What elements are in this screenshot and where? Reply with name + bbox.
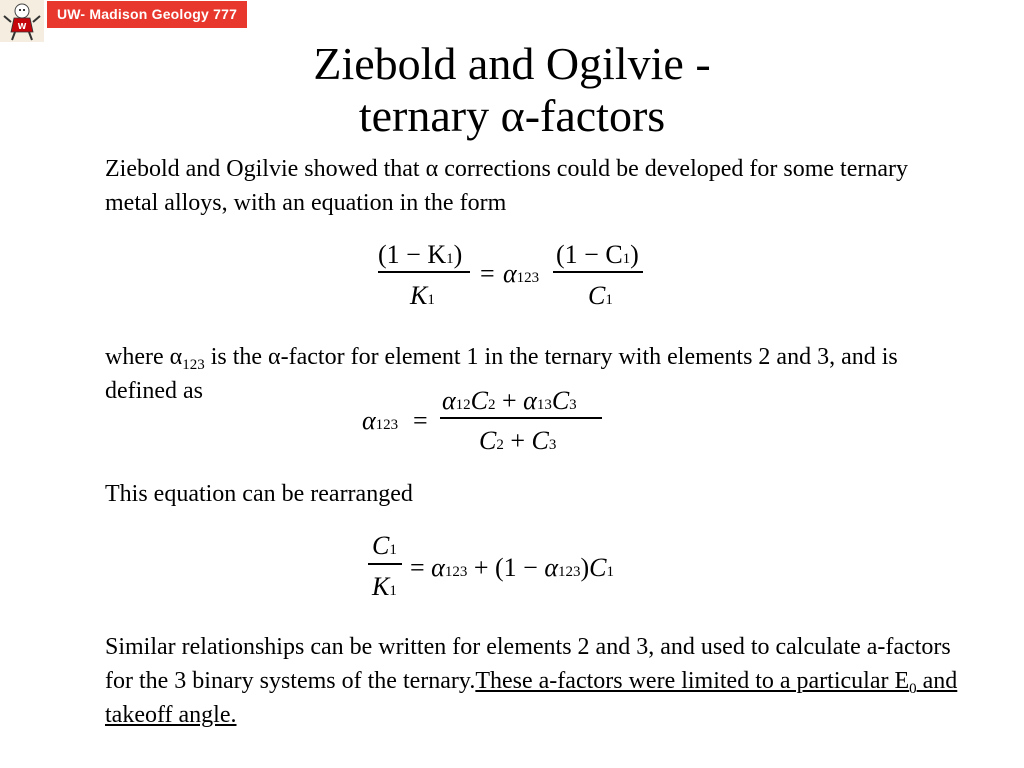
eq1-rhs-fraction-bar bbox=[553, 271, 643, 273]
eq1-equals: = bbox=[480, 259, 495, 288]
closing-paragraph: Similar relationships can be written for elements 2 and 3, and used to calculate a-factors for the 3 binary systems of the ternary.These a-factors were limited to a particular $E_0$ and takeoff angle. bbox=[105, 634, 958, 728]
eq3-denominator: K1 bbox=[372, 572, 397, 601]
eq2-equals: = bbox=[413, 406, 428, 435]
eq2-numerator: α12C2 + α13C3 bbox=[442, 386, 577, 415]
eq1-lhs-fraction-bar bbox=[378, 271, 470, 273]
eq2-denominator: C2 + C3 bbox=[479, 426, 557, 455]
intro-paragraph: Ziebold and Ogilvie showed that α corrections could be developed for some ternary metal alloys, with an equation in the form bbox=[105, 156, 909, 216]
eq1-lhs-numerator: (1 − K1) bbox=[378, 240, 463, 269]
eq1-alpha: α123 bbox=[503, 259, 540, 288]
eq2-lhs: α123 bbox=[362, 406, 399, 435]
eq3-fraction-bar bbox=[368, 563, 402, 565]
eq2-fraction-bar bbox=[440, 417, 602, 419]
title-line-2: ternary α-factors bbox=[358, 90, 666, 141]
eq3-numerator: C1 bbox=[372, 531, 397, 560]
definition-paragraph: where $\alpha_{123}$ is the α-factor for element 1 in the ternary with elements 2 and 3, and is defined as bbox=[105, 344, 898, 404]
title-line-1: Ziebold and Ogilvie - bbox=[313, 38, 711, 89]
slide-title bbox=[0, 38, 1024, 142]
eq3-rhs: = α123 + (1 − α123)C1 bbox=[410, 553, 614, 582]
uw-badger-logo bbox=[0, 0, 44, 42]
eq1-rhs-denominator: C1 bbox=[588, 281, 613, 310]
svg-text:W: W bbox=[17, 22, 27, 31]
eq1-rhs-numerator: (1 − C1) bbox=[556, 240, 639, 269]
eq1-lhs-denominator: K1 bbox=[410, 281, 435, 310]
course-badge: UW- Madison Geology 777 bbox=[47, 1, 247, 28]
limitation-note: These a-factors were limited to a particular $E_0$ and takeoff angle. bbox=[105, 668, 958, 728]
rearranged-paragraph: This equation can be rearranged bbox=[105, 481, 413, 507]
